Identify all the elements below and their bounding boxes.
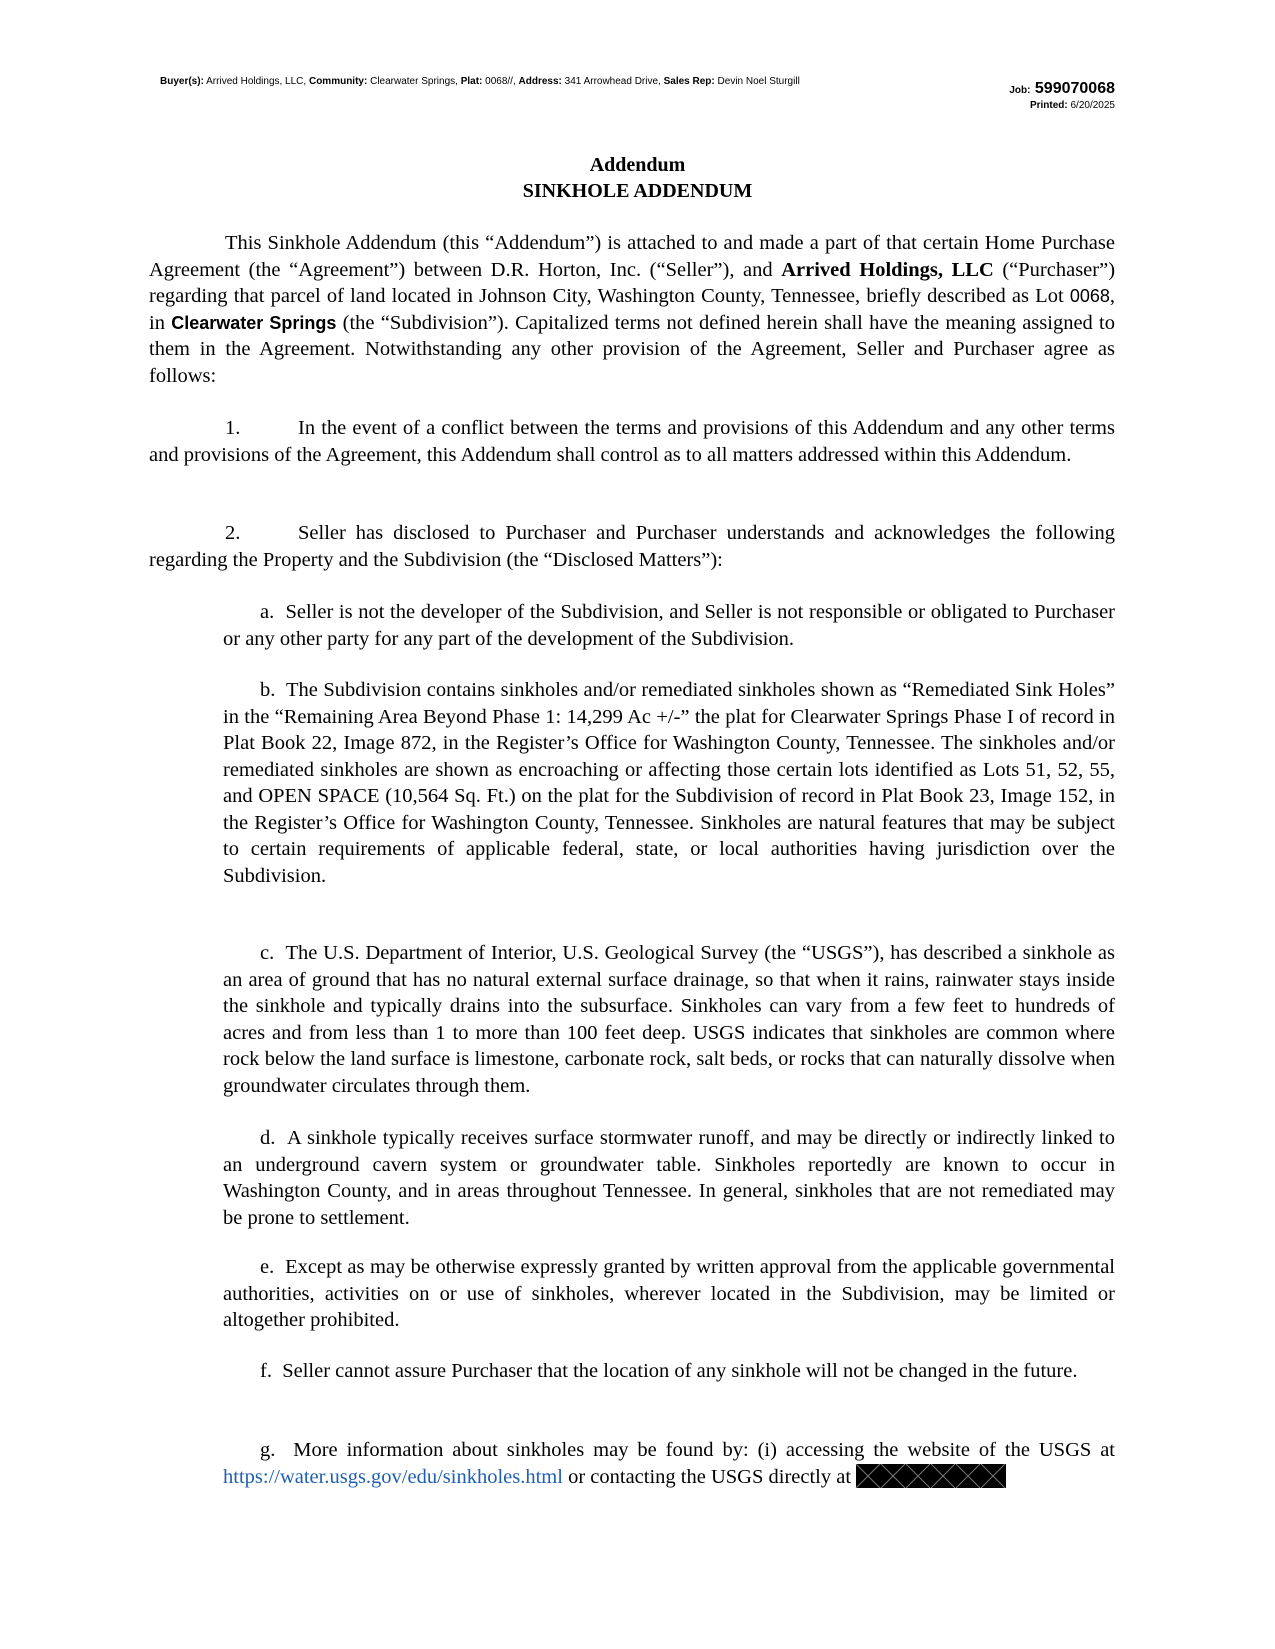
item-text: Seller has disclosed to Purchaser and Purchaser understands and acknowledges the following regarding the Property and the Subdivision (the “Disclosed Matters”): [149,522,1115,571]
subitem-text: Except as may be otherwise expressly granted by written approval from the applicable governmental authorities, activities on or use of sinkholes, wherever located in the Subdivision, may be limited or altogether prohibited. [223,1256,1115,1331]
job-block [1009,80,1115,111]
intro-part4: (the “Subdivision”). Capitalized terms not defined herein shall have the meaning assigned to them in the Agreement. Notwithstanding any other provision of the Agreement, Seller and Purchaser agree as follows: [149,311,1115,387]
subitem-b [223,677,1115,889]
intro-paragraph [149,230,1115,389]
address-label: Address: [518,76,562,87]
item-number: 2. [225,522,241,544]
community-value: Clearwater Springs, [370,76,458,87]
purchaser-name: Arrived Holdings, LLC [781,258,994,281]
usgs-link[interactable]: https://water.usgs.gov/edu/sinkholes.html [223,1465,563,1488]
subitem-text: A sinkhole typically receives surface stormwater runoff, and may be directly or indirectly linked to an underground cavern system or groundwater table. Sinkholes reportedly are known to occur in Washington County, and in areas throughout Tennessee. In general, sinkholes that are not remediated may be prone to settlement. [223,1127,1115,1229]
job-label: Job: [1009,85,1031,96]
printed-date: 6/20/2025 [1070,100,1115,111]
subitem-d [223,1125,1115,1231]
subitem-text-after: or contacting the USGS directly at [568,1465,852,1488]
subitem-letter: e. [260,1256,275,1278]
intro-part2: (“Purchaser”) regarding that parcel of land located in Johnson City, Washington County, Tennessee, briefly described as Lot [149,258,1116,307]
subitem-f [223,1358,1115,1385]
plat-label: Plat: [460,76,483,87]
subitem-letter: g. [260,1439,276,1461]
redaction-pattern [856,1464,1006,1488]
item-text: In the event of a conflict between the terms and provisions of this Addendum and any other terms and provisions of the Agreement, this Addendum shall control as to all matters addressed within this Addendum. [149,417,1115,466]
subitem-text: The Subdivision contains sinkholes and/or remediated sinkholes shown as “Remediated Sink Holes” in the “Remaining Area Beyond Phase 1: 14,299 Ac +/-” the plat for Clearwater Springs Phase I of record in Plat Book 22, Image 872, in the Register’s Office for Washington County, Tennessee. The sinkholes and/or remediated sinkholes are shown as encroaching or affecting those certain lots identified as Lots 51, 52, 55, and OPEN SPACE (10,564 Sq. Ft.) on the plat for the Subdivision of record in Plat Book 23, Image 152, in the Register’s Office for Washington County, Tennessee. Sinkholes are natural features that may be subject to certain requirements of applicable federal, state, or local authorities having jurisdiction over the Subdivision. [223,679,1115,887]
subitem-text: The U.S. Department of Interior, U.S. Geological Survey (the “USGS”), has described a sinkhole as an area of ground that has no natural external surface drainage, so that when it rains, rainwater stays inside the sinkhole and typically drains into the subsurface. Sinkholes can vary from a few feet to hundreds of acres and from less than 1 to more than 100 feet deep. USGS indicates that sinkholes are common where rock below the land surface is limestone, carbonate rock, salt beds, or rocks that can naturally dissolve when groundwater circulates through them. [223,942,1115,1097]
subdivision-name: Clearwater Springs [171,312,337,333]
numbered-item-1 [149,415,1115,468]
subitem-letter: f. [260,1360,272,1382]
subitem-letter: a. [260,601,275,623]
numbered-item-2 [149,520,1115,573]
community-label: Community: [308,76,368,87]
document-header [160,76,960,87]
sales-rep-value: Devin Noel Sturgill [717,76,800,87]
document-title: Addendum [589,154,686,176]
document-subtitle: SINKHOLE ADDENDUM [522,180,753,202]
subitem-a [223,599,1115,652]
subitem-text: Seller cannot assure Purchaser that the location of any sinkhole will not be changed in the future. [282,1360,1078,1382]
subitem-g [223,1437,1115,1490]
intro-part3: , in [149,285,1115,334]
subitem-e [223,1254,1115,1334]
address-value: 341 Arrowhead Drive, [564,76,661,87]
item-number: 1. [225,417,241,439]
subitem-c [223,940,1115,1099]
lot-number: 0068 [1069,286,1110,306]
printed-label: Printed: [1029,100,1068,111]
subitem-text: More information about sinkholes may be found by: (i) accessing the website of the USGS at [293,1439,1116,1461]
plat-value: 0068//, [485,76,516,87]
redacted-block [856,1464,1006,1488]
buyer-value: Arrived Holdings, LLC, [206,76,307,87]
job-number: 599070068 [1034,80,1115,97]
subitem-letter: c. [260,942,275,964]
subitem-letter: d. [260,1127,276,1149]
subitem-letter: b. [260,679,276,701]
subitem-text: Seller is not the developer of the Subdivision, and Seller is not responsible or obligated to Purchaser or any other party for any part of the development of the Subdivision. [223,601,1115,650]
buyer-label: Buyer(s): [160,76,204,87]
sales-rep-label: Sales Rep: [663,76,715,87]
intro-part1: This Sinkhole Addendum (this “Addendum”) is attached to and made a part of that certain Home Purchase Agreement (the “Agreement”) between D.R. Horton, Inc. (“Seller”), and [149,232,1115,281]
